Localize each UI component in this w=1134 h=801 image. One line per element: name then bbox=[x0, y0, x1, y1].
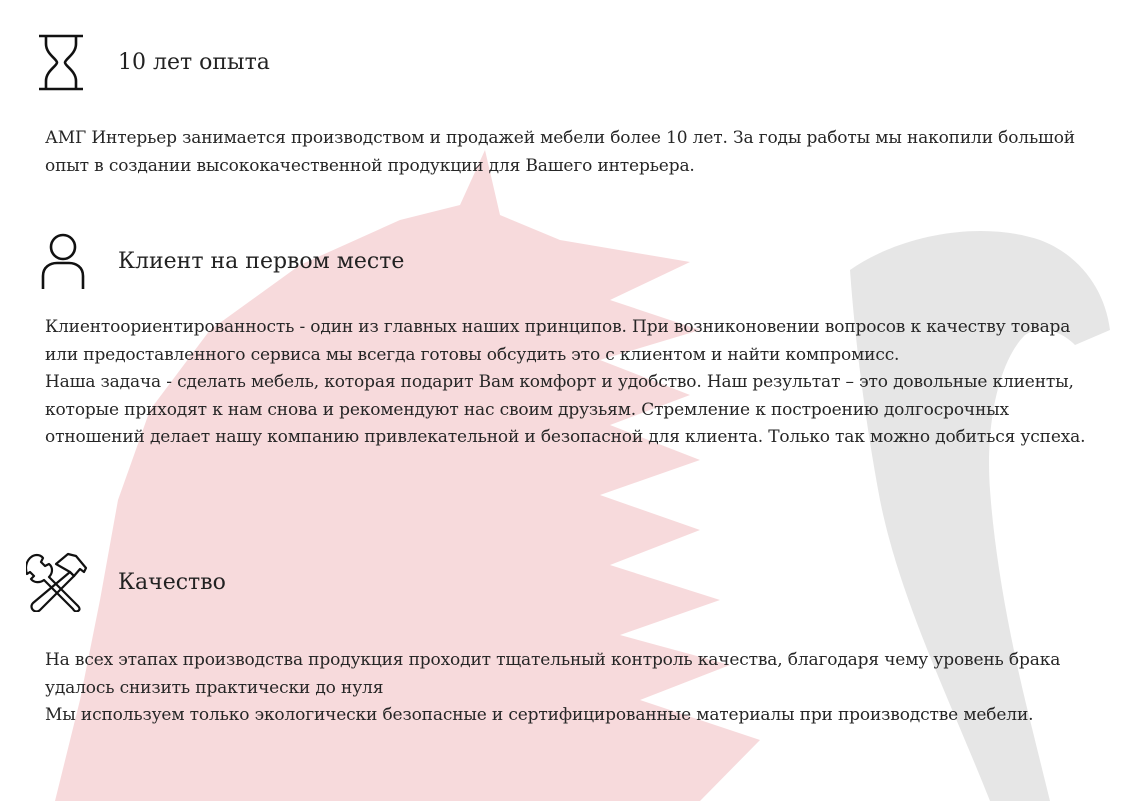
feature-text-client bbox=[45, 314, 1105, 452]
feature-paragraph: Мы используем только экологически безопасные и сертифицированные материалы при производстве мебели. bbox=[45, 705, 1034, 725]
feature-paragraph: На всех этапах производства продукция проходит тщательный контроль качества, благодаря чему уровень брака удалось снизить практически до нуля bbox=[45, 650, 1061, 698]
feature-title-client: Клиент на первом месте bbox=[118, 249, 405, 274]
feature-paragraph: Клиентоориентированность - один из главных наших принципов. При возниконовении вопросов к качеству товара или предоставленного сервиса мы всегда готовы обсудить это с клиентом и найти компромисс. bbox=[45, 317, 1071, 365]
feature-text-quality bbox=[45, 647, 1105, 730]
hourglass-icon bbox=[38, 34, 84, 92]
feature-title-quality: Качество bbox=[118, 570, 226, 595]
feature-title-experience: 10 лет опыта bbox=[118, 50, 270, 75]
feature-paragraph: Наша задача - сделать мебель, которая подарит Вам комфорт и удобство. Наш результат – это довольные клиенты, которые приходят к нам снова и рекомендуют нас своим друзьям. Стремление к построению долгосрочных отношений делает нашу компанию привлекательной и безопасной для клиента. Только так можно добиться успеха. bbox=[45, 372, 1086, 447]
feature-paragraph: АМГ Интерьер занимается производством и продажей мебели более 10 лет. За годы работы мы накопили большой опыт в создании высококачественной продукции для Вашего интерьера. bbox=[45, 128, 1075, 176]
hammer-wrench-icon bbox=[26, 552, 88, 612]
user-icon bbox=[40, 232, 86, 290]
feature-text-experience bbox=[45, 125, 1105, 180]
